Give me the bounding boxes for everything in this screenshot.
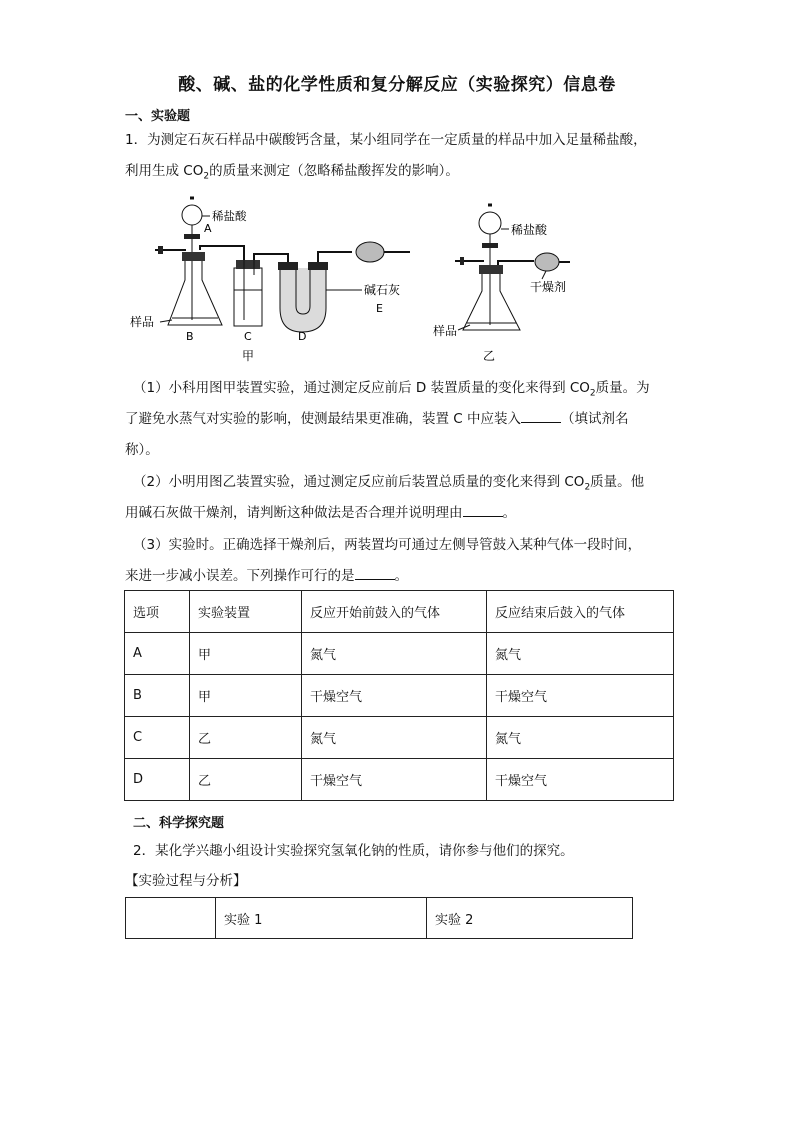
q1-part3-line2-pre: 来进一步减小误差。下列操作可行的是 — [125, 568, 355, 584]
table-header-cell: 选项 — [125, 591, 190, 633]
label-sample-yi: 样品 — [433, 324, 458, 338]
table-row — [125, 675, 674, 717]
inlet-clamp — [158, 246, 163, 254]
label-a: A — [204, 222, 212, 235]
q1-part2-line1 — [133, 473, 644, 498]
table-row — [125, 717, 674, 759]
caption-yi: 乙 — [483, 349, 496, 363]
flask-yi-stopper — [479, 265, 503, 274]
table-header-cell: 实验 1 — [216, 898, 427, 939]
q1-part2-line2-post: 。 — [502, 505, 516, 521]
q1-part1-line2-post: （填试剂名 — [561, 411, 629, 427]
table-header-row — [126, 898, 633, 939]
q1-line2-pre: 利用生成 CO — [125, 163, 204, 179]
table-cell: 乙 — [190, 717, 302, 759]
funnel-stopcock-yi — [482, 243, 498, 248]
q1-part2-line2-pre: 用碱石灰做干燥剂，请判断这种做法是否合理并说明理由 — [125, 505, 463, 521]
table-cell: 甲 — [190, 675, 302, 717]
q1-line2-sub: 2 — [203, 171, 210, 182]
caption-jia: 甲 — [242, 349, 255, 363]
funnel-bulb — [182, 205, 202, 225]
experiment-table — [125, 897, 633, 939]
q2-text-line1: 2．某化学兴趣小组设计实验探究氢氧化钠的性质，请你参与他们的探究。 — [133, 843, 574, 859]
table-row — [125, 633, 674, 675]
answer-blank-2[interactable] — [463, 504, 503, 517]
q1-part3-line2 — [125, 567, 408, 586]
answer-blank-1[interactable] — [521, 410, 561, 423]
table-cell: C — [125, 717, 190, 759]
tube-d-to-e — [318, 252, 352, 262]
q1-line2-post: 的质量来测定（忽略稀盐酸挥发的影响）。 — [209, 163, 459, 179]
flask-b-stopper — [182, 252, 205, 261]
label-hcl-yi: 稀盐酸 — [511, 223, 548, 237]
q1-part1-line2 — [125, 410, 629, 429]
sample-callout — [160, 320, 172, 322]
table-cell: 氮气 — [487, 633, 674, 675]
q1-part1-line1-post: 质量。为 — [595, 380, 650, 396]
table-cell: 干燥空气 — [487, 675, 674, 717]
table-header-cell: 实验装置 — [190, 591, 302, 633]
q1-part3-line1: （3）实验时。正确选择干燥剂后，两装置均可通过左侧导管鼓入某种气体一段时间， — [133, 537, 642, 553]
label-b: B — [186, 330, 194, 343]
q1-part3-line2-post: 。 — [394, 568, 408, 584]
table-cell: 干燥空气 — [302, 759, 487, 801]
table-cell: 干燥空气 — [487, 759, 674, 801]
u-tube-d-stopper-right — [308, 262, 328, 270]
table-cell: D — [125, 759, 190, 801]
table-cell: 甲 — [190, 633, 302, 675]
apparatus-figure-jia — [130, 190, 420, 370]
options-table — [124, 590, 674, 801]
flask-b — [168, 260, 222, 325]
q1-part1-line1-sub: 2 — [589, 388, 596, 399]
q1-part2-line1-sub: 2 — [584, 482, 591, 493]
label-d: D — [298, 330, 307, 343]
label-c: C — [244, 330, 252, 343]
q1-text-line2 — [125, 162, 459, 187]
tube-b-to-c — [200, 246, 244, 260]
q1-part1-line3: 称）。 — [125, 442, 159, 458]
table-cell: 乙 — [190, 759, 302, 801]
bottle-c-stopper — [236, 260, 260, 269]
answer-blank-3[interactable] — [355, 567, 395, 580]
label-desiccant-yi: 干燥剂 — [530, 280, 567, 294]
q1-part1-line1-pre: （1）小科用图甲装置实验，通过测定反应前后 D 装置质量的变化来得到 CO — [133, 380, 590, 396]
q1-part2-line1-pre: （2）小明用图乙装置实验，通过测定反应前后装置总质量的变化来得到 CO — [133, 474, 585, 490]
q1-part2-line2 — [125, 504, 516, 523]
table-header-cell: 反应开始前鼓入的气体 — [302, 591, 487, 633]
u-tube-d-stopper-left — [278, 262, 298, 270]
q1-part1-line1 — [133, 379, 650, 404]
outlet-tube-yi — [498, 261, 534, 265]
table-cell: 氮气 — [487, 717, 674, 759]
funnel-stopcock — [184, 234, 200, 239]
table-cell: 氮气 — [302, 717, 487, 759]
table-row — [125, 759, 674, 801]
inlet-clamp-yi — [460, 257, 464, 265]
table-header-row — [125, 591, 674, 633]
table-header-cell: 反应结束后鼓入的气体 — [487, 591, 674, 633]
label-hcl: 稀盐酸 — [212, 209, 247, 223]
table-cell: 干燥空气 — [302, 675, 487, 717]
q2-subheading: 【实验过程与分析】 — [125, 873, 247, 889]
flask-yi — [463, 273, 520, 330]
apparatus-figure-yi — [430, 195, 590, 370]
table-cell: A — [125, 633, 190, 675]
table-header-cell — [126, 898, 216, 939]
sample-callout-yi — [458, 325, 470, 330]
label-sample: 样品 — [130, 315, 155, 329]
q1-part2-line1-post: 质量。他 — [590, 474, 645, 490]
label-e: E — [376, 302, 383, 315]
doc-title: 酸、碱、盐的化学性质和复分解反应（实验探究）信息卷 — [178, 75, 616, 95]
table-header-cell: 实验 2 — [427, 898, 633, 939]
funnel-bulb-yi — [479, 212, 501, 234]
drying-tube-yi — [535, 253, 559, 271]
table-cell: B — [125, 675, 190, 717]
section-heading-2: 二、科学探究题 — [133, 816, 225, 831]
desiccant-callout-yi — [542, 271, 546, 279]
table-cell: 氮气 — [302, 633, 487, 675]
section-heading-1: 一、实验题 — [125, 109, 191, 124]
bottle-c — [234, 268, 262, 326]
q1-part1-line2-pre: 了避免水蒸气对实验的影响，使测最结果更准确，装置 C 中应装入 — [125, 411, 522, 427]
q1-text-line1: 1．为测定石灰石样品中碳酸钙含量，某小组同学在一定质量的样品中加入足量稀盐酸， — [125, 132, 647, 148]
u-tube-d — [280, 268, 326, 332]
drying-tube-e — [356, 242, 384, 262]
label-soda-lime: 碱石灰 — [364, 283, 401, 297]
